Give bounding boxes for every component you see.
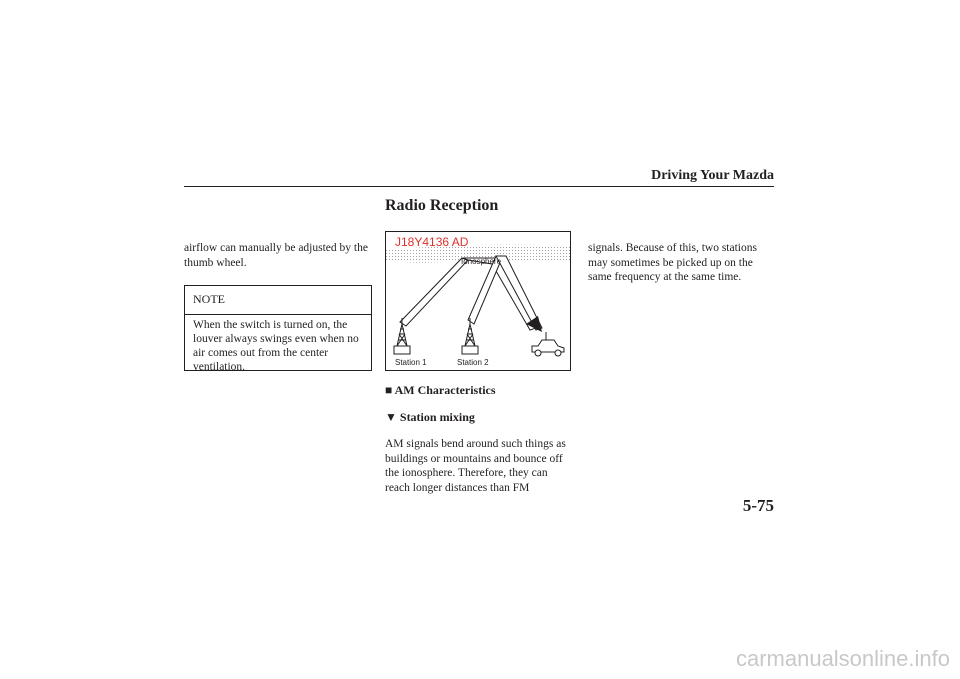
page-title: Radio Reception — [385, 197, 499, 214]
ionosphere-label: Ionosphere — [461, 257, 502, 266]
note-body: When the switch is turned on, the louver always swings even when no air comes out from the center ventilation. — [193, 319, 359, 373]
am-heading-text: AM Characteristics — [394, 383, 496, 397]
station-1-label: Station 1 — [395, 358, 427, 367]
page-number: 5-75 — [742, 496, 774, 515]
radio-reception-figure — [385, 231, 571, 371]
car-icon — [532, 332, 564, 356]
left-paragraph: airflow can manually be adjusted by the thumb wheel. — [184, 242, 368, 269]
running-header: Driving Your Mazda — [651, 168, 774, 183]
figure-code: J18Y4136 AD — [395, 235, 469, 249]
station-2-tower — [462, 318, 478, 354]
am-characteristics-heading — [385, 383, 496, 398]
triangle-bullet-icon: ▼ — [385, 410, 397, 424]
signal-beam — [468, 256, 502, 324]
station-mixing-text: Station mixing — [399, 410, 475, 424]
station-2-label: Station 2 — [457, 358, 489, 367]
watermark-link[interactable]: carmanualsonline.info — [735, 646, 950, 671]
header-rule — [184, 186, 774, 187]
middle-paragraph: AM signals bend around such things as buildings or mountains and bounce off the ionosphere. Therefore, they can reach longer distances than FM — [385, 438, 566, 494]
square-bullet-icon: ■ — [385, 383, 393, 397]
signal-beam — [400, 258, 468, 326]
right-paragraph: signals. Because of this, two stations may sometimes be picked up on the same frequency at the same time. — [588, 242, 757, 283]
station-mixing-heading — [385, 410, 475, 425]
note-heading: NOTE — [185, 286, 371, 315]
ionosphere-diagram — [386, 232, 570, 370]
note-box — [184, 285, 372, 371]
